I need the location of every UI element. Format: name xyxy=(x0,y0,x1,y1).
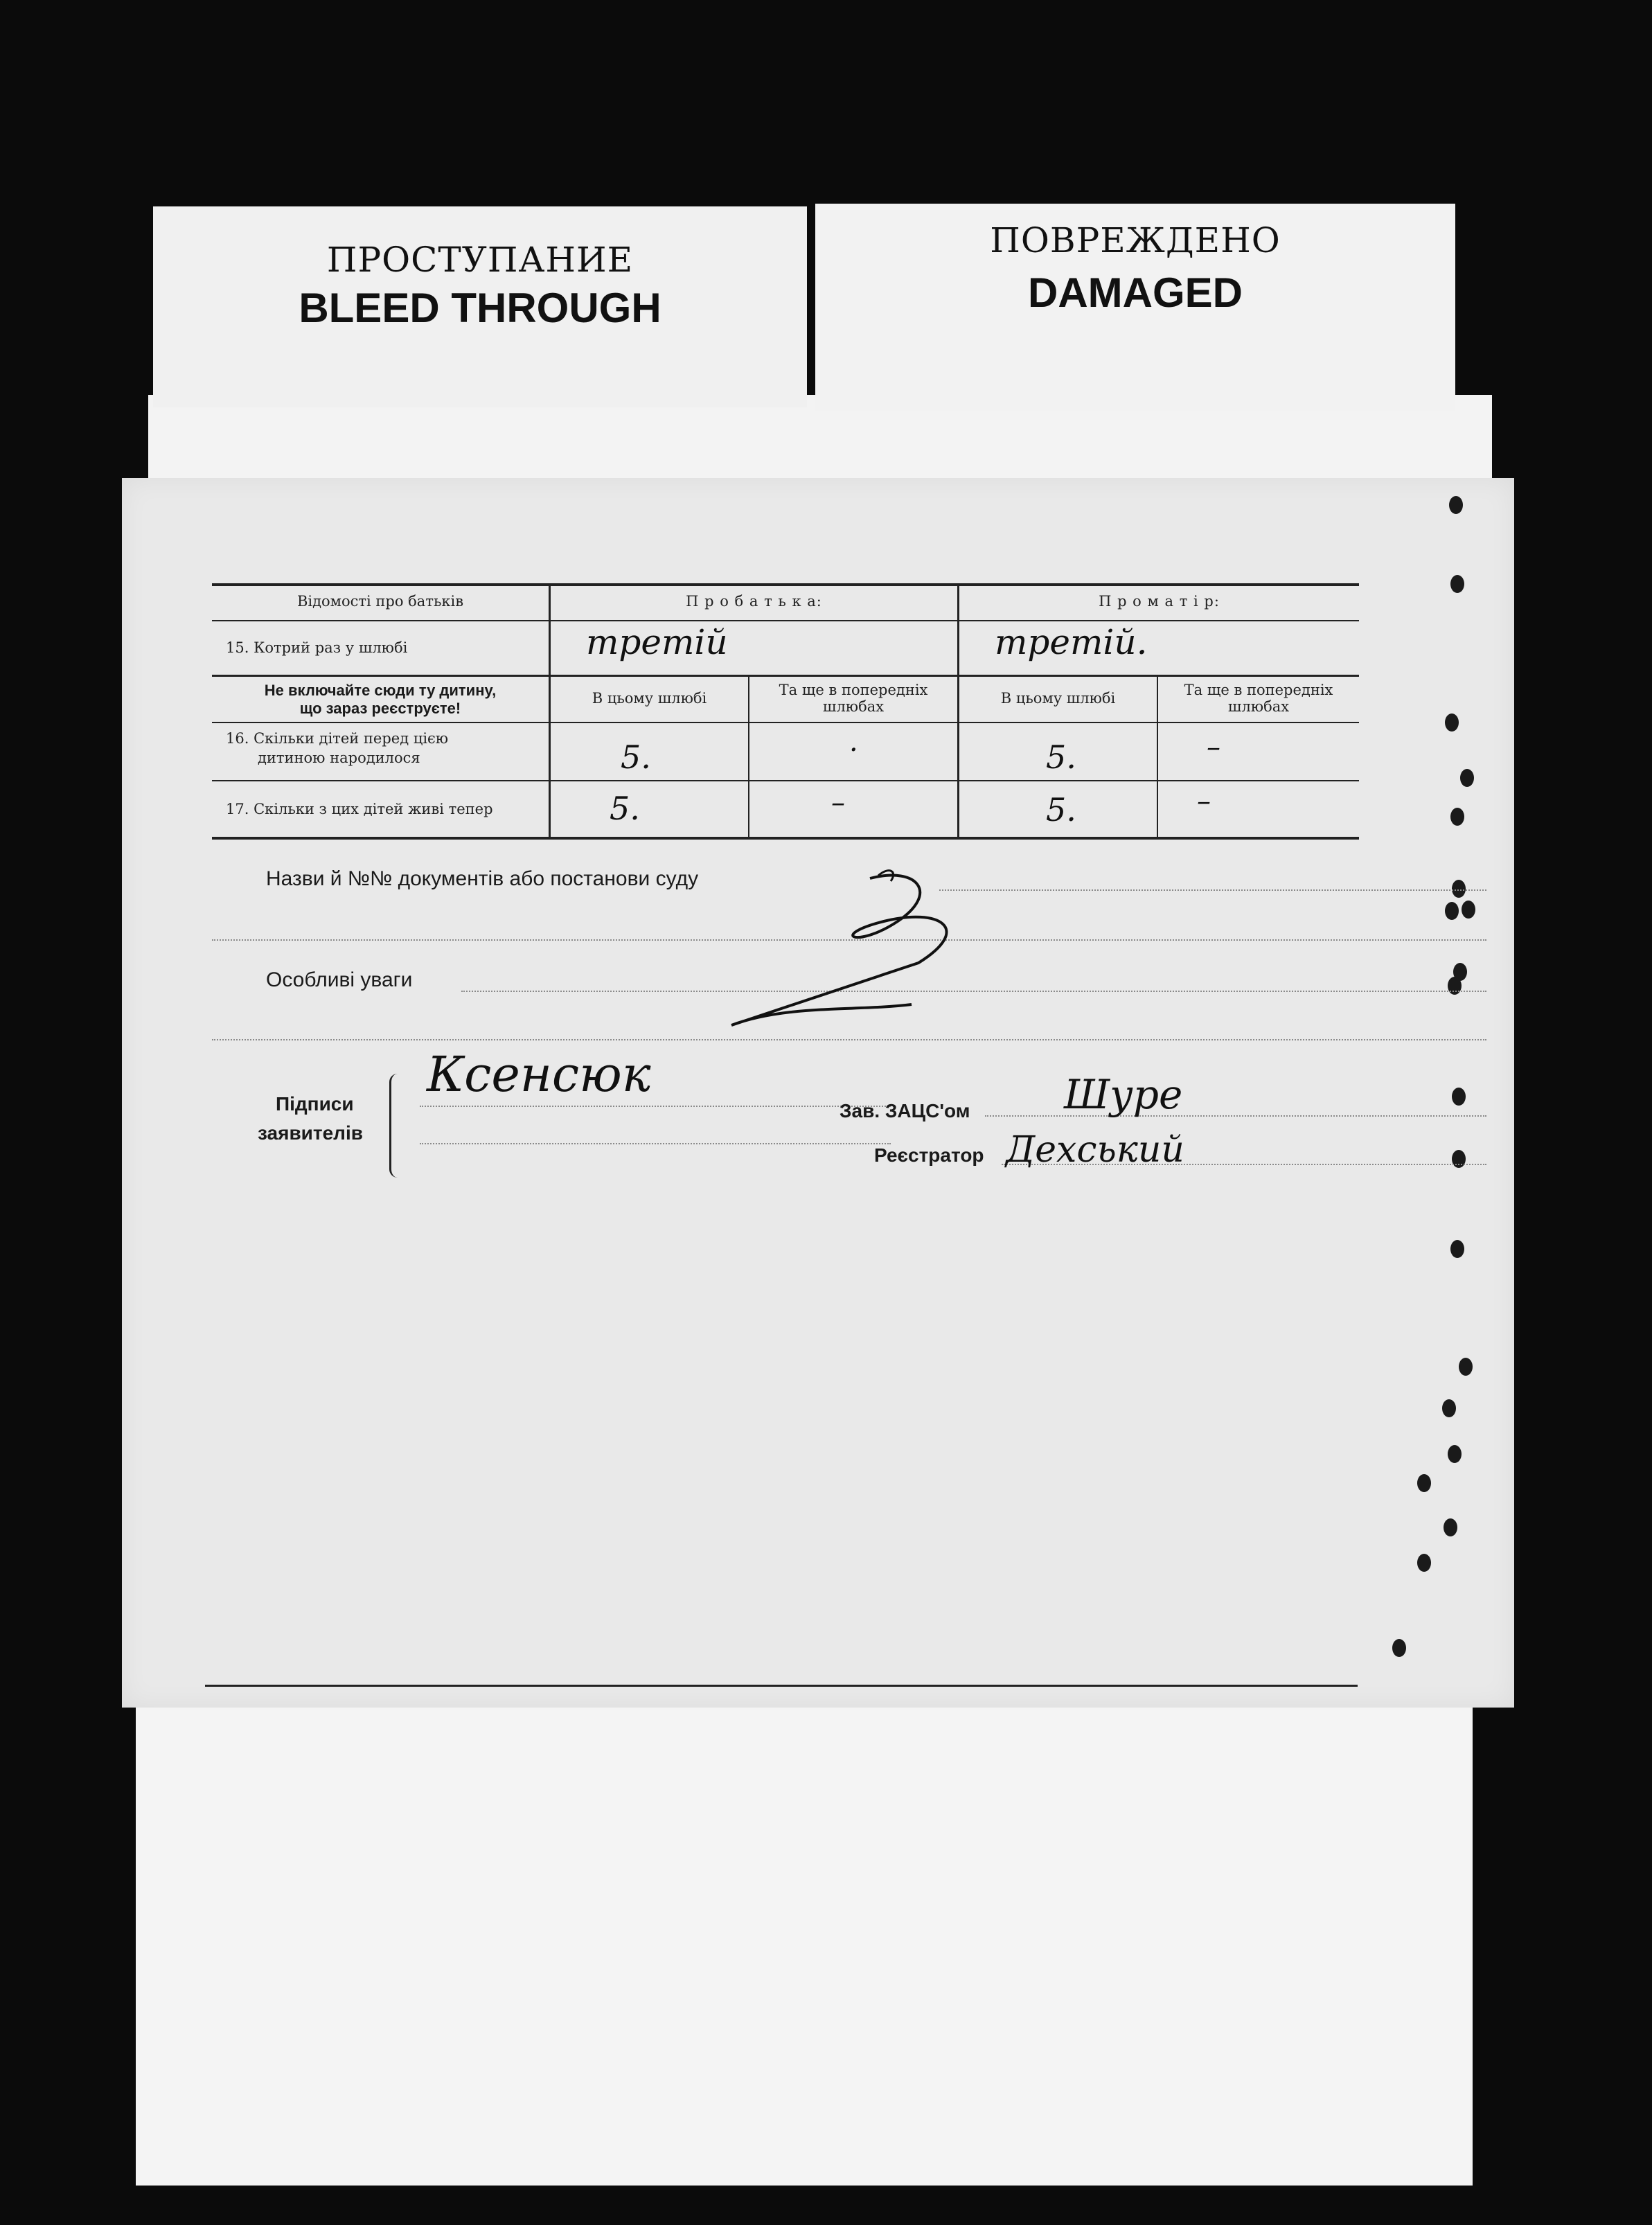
row16-mother-prev: – xyxy=(1207,732,1220,763)
row15-label: 15. Котрий раз у шлюбі xyxy=(226,639,408,656)
row15-mother-value: третій. xyxy=(995,622,1148,662)
bleed-through-label-ru: ПРОСТУПАНИЕ xyxy=(326,240,634,280)
damaged-label-ru: ПОВРЕЖДЕНО xyxy=(990,220,1281,260)
damaged-label-card xyxy=(815,204,1455,411)
documents-label: Назви й №№ документів або постанови суду xyxy=(266,867,699,890)
father-header: П р о б а т ь к а: xyxy=(686,593,822,610)
row16-father-prev: · xyxy=(849,734,858,766)
row16-label-line2: дитиною народилося xyxy=(258,750,420,766)
row17-mother-prev: – xyxy=(1197,786,1211,817)
mother-previous-header-line1: Та ще в попередніх xyxy=(1184,682,1333,698)
father-this-marriage-header: В цьому шлюбі xyxy=(592,690,707,707)
row17-father-prev: – xyxy=(831,787,845,819)
mother-header: П р о м а т і р: xyxy=(1099,593,1220,610)
row16-label-line1: 16. Скільки дітей перед цією xyxy=(226,730,449,747)
registration-form-card xyxy=(122,478,1514,1708)
head-signature: Шуре xyxy=(1064,1071,1183,1118)
parents-info-header: Відомості про батьків xyxy=(296,593,464,610)
row17-mother-this: 5. xyxy=(1046,791,1076,828)
mother-this-marriage-header: В цьому шлюбі xyxy=(1000,690,1116,707)
row17-label: 17. Скільки з цих дітей живі тепер xyxy=(226,801,493,817)
row15-father-value: третій xyxy=(586,622,728,662)
row16-mother-this: 5. xyxy=(1046,738,1076,776)
head-label: Зав. ЗАЦС'ом xyxy=(840,1100,970,1122)
mother-previous-header-line2: шлюбах xyxy=(1227,698,1290,715)
father-previous-header-line1: Та ще в попередніх xyxy=(779,682,928,698)
row16-father-this: 5. xyxy=(621,738,651,776)
applicants-label-line2: заявителів xyxy=(258,1122,363,1144)
bleed-through-label-en: BLEED THROUGH xyxy=(299,285,661,331)
exclude-child-note-line1: Не включайте сюди ту дитину, xyxy=(264,682,497,699)
applicant-signature: Ксенсюк xyxy=(427,1046,651,1103)
cancellation-stroke xyxy=(122,478,1514,1708)
registrar-label: Реєстратор xyxy=(874,1144,984,1166)
row17-father-this: 5. xyxy=(610,790,640,827)
applicants-label-line1: Підписи xyxy=(276,1093,354,1115)
bleed-through-label-card xyxy=(153,206,807,407)
exclude-child-note-line2: що зараз реєструєте! xyxy=(299,700,461,717)
backing-sheet xyxy=(136,1676,1473,2186)
father-previous-header-line2: шлюбах xyxy=(822,698,885,715)
damaged-label-en: DAMAGED xyxy=(1028,269,1243,316)
registrar-signature: Дехський xyxy=(1006,1129,1184,1171)
special-notes-label: Особливі уваги xyxy=(266,968,413,991)
